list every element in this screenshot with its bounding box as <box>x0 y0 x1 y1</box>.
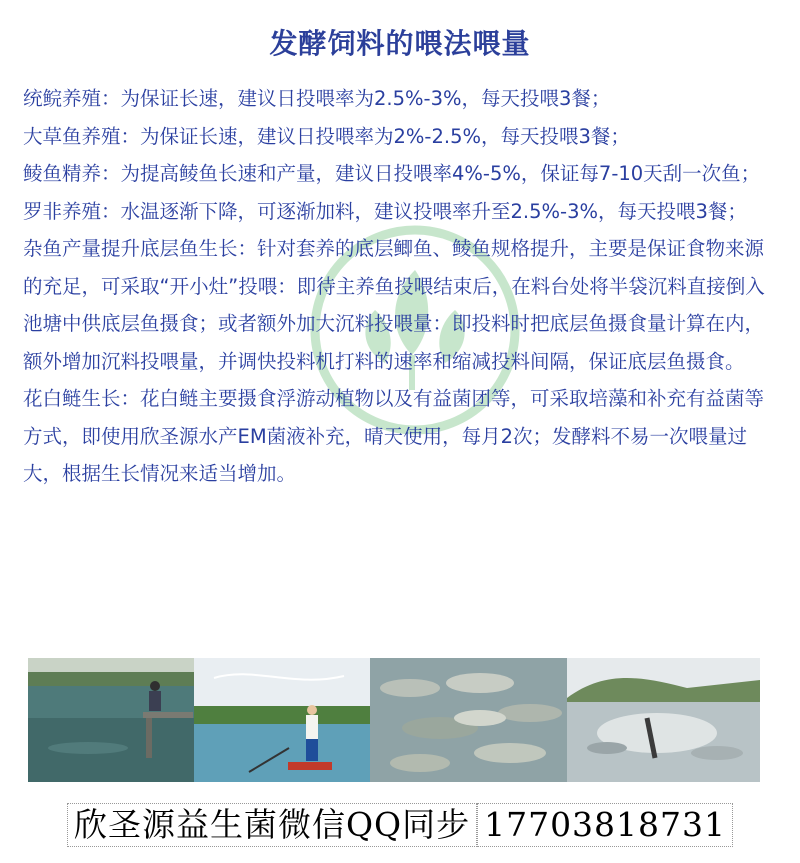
jumping-fish-photo <box>567 658 760 782</box>
paragraph-silver-carp: 花白鲢生长：花白鲢主要摄食浮游动植物以及有益菌团等，可采取培藻和补充有益菌等方式，即使用欣圣源水产EM菌液补充，晴天使用，每月2次；发酵料不易一次喂量过大，根据生长情况来适当增加。 <box>23 387 765 485</box>
paragraph-grass-carp: 大草鱼养殖：为保证长速，建议日投喂率为2%-2.5%，每天投喂3餐； <box>23 124 630 148</box>
contact-phone: 17703818731 <box>477 803 733 847</box>
paragraph-tilapia: 罗非养殖：水温逐渐下降，可逐渐加料，建议投喂率升至2.5%-3%，每天投喂3餐； <box>23 199 747 223</box>
paragraph-tongwan: 统鲩养殖：为保证长速，建议日投喂率为2.5%-3%，每天投喂3餐； <box>23 87 611 110</box>
contact-footer <box>0 800 800 850</box>
page-title: 发酵饲料的喂法喂量 <box>269 27 531 60</box>
boat-feeding-photo <box>194 658 370 782</box>
photo-strip <box>28 658 760 782</box>
fish-school-photo <box>370 658 567 782</box>
pond-feeding-photo <box>28 658 194 782</box>
paragraph-mud-carp: 鲮鱼精养：为提高鲮鱼长速和产量，建议日投喂率4%-5%，保证每7-10天刮一次鱼； <box>23 162 761 185</box>
paragraph-bottom-fish: 杂鱼产量提升底层鱼生长：针对套养的底层鲫鱼、鲮鱼规格提升，主要是保证食物来源的充足，可采取“开小灶”投喂：即待主养鱼投喂结束后，在料台处将半袋沉料直接倒入池塘中供底层鱼摄食；或者额外加大沉料投喂量：即投料时把底层鱼摄食量计算在内，额外增加沉料投喂量，并调快投料机打料的速率和缩减投料间隔，保证底层鱼摄食。 <box>23 237 765 373</box>
feeding-instructions <box>23 80 783 493</box>
contact-label: 欣圣源益生菌微信QQ同步 <box>67 803 477 847</box>
